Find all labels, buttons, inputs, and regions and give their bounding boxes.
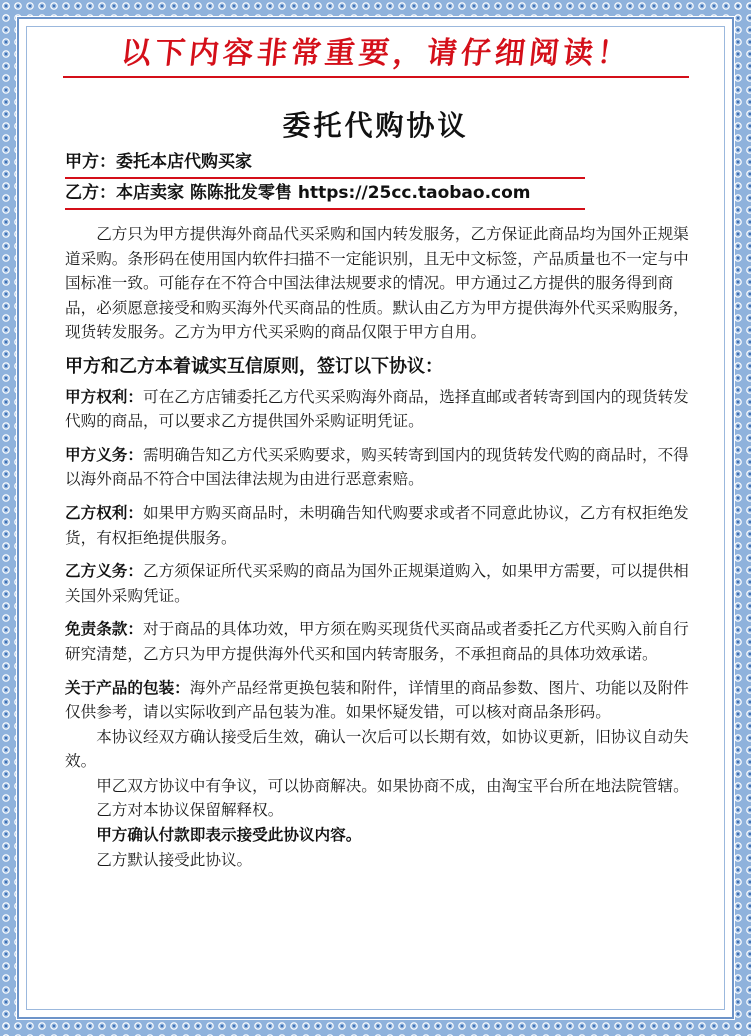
clause-text: 对于商品的具体功效，甲方须在购买现货代买商品或者委托乙方代买购入前自行研究清楚，乙方只为甲方提供海外代买和国内转寄服务，不承担商品的具体功效承诺。 <box>65 620 689 663</box>
closing-default-acceptance: 乙方默认接受此协议。 <box>96 850 253 869</box>
party-a-value: 委托本店代购买家 <box>116 152 252 172</box>
clause-text: 可在乙方店铺委托乙方代买采购海外商品，选择直邮或者转寄到国内的现货转发代购的商品，可以要求乙方提供国外采购证明凭证。 <box>65 387 689 431</box>
page-title: 委托代购协议 <box>282 109 469 142</box>
clause-label: 甲方义务： <box>65 445 143 464</box>
clause-party-a-rights <box>65 385 689 434</box>
agreement-body <box>65 222 689 872</box>
party-a-underline <box>65 177 585 179</box>
notice-banner: 以下内容非常重要，请仔细阅读！ <box>119 36 633 71</box>
clause-packaging <box>65 676 689 725</box>
party-a-line <box>65 149 252 177</box>
clause-label: 乙方权利： <box>65 503 143 522</box>
clause-label: 乙方义务： <box>65 562 143 581</box>
party-b-value: 本店卖家 陈陈批发零售 https://25cc.taobao.com <box>116 183 531 203</box>
clause-party-b-rights <box>65 501 689 550</box>
closing-interpretation: 乙方对本协议保留解释权。 <box>96 801 284 820</box>
clause-text: 海外产品经常更换包装和附件，详情里的商品参数、图片、功能以及附件仅供参考，请以实际收到产品包装为准。如果怀疑发错，可以核对商品条形码。 <box>65 678 689 722</box>
clause-party-a-duties <box>65 443 689 492</box>
clause-disclaimer <box>65 617 689 666</box>
party-b-label: 乙方： <box>65 183 116 203</box>
clause-label: 甲方权利： <box>65 387 143 406</box>
clause-text: 如果甲方购买商品时，未明确告知代购要求或者不同意此协议，乙方有权拒绝发货，有权拒绝提供服务。 <box>65 503 689 547</box>
intro-paragraph: 乙方只为甲方提供海外商品代买采购和国内转发服务，乙方保证此商品均为国外正规渠道采购。条形码在使用国内软件扫描不一定能识别，且无中文标签，产品质量也不一定与中国标准一致。可能存在不符合中国法律法规要求的情况。甲方通过乙方提供的服务得到商品，必须愿意接受和购买海外代买商品的性质。默认由乙方为甲方提供海外代买采购服务，现货转发服务。乙方为甲方代买采购的商品仅限于甲方自用。 <box>65 225 689 342</box>
clause-text: 需明确告知乙方代买采购要求，购买转寄到国内的现货转发代购的商品时，不得以海外商品不符合中国法律法规为由进行恶意索赔。 <box>65 445 689 489</box>
clause-party-b-duties <box>65 559 689 608</box>
clause-text: 乙方须保证所代买采购的商品为国外正规渠道购入，如果甲方需要，可以提供相关国外采购凭证。 <box>65 562 689 605</box>
party-b-line <box>65 180 531 208</box>
clause-label: 免责条款： <box>65 620 143 639</box>
clause-label: 关于产品的包装： <box>65 678 190 697</box>
banner-underline <box>63 76 689 78</box>
closing-effective: 本协议经双方确认接受后生效，确认一次后可以长期有效，如协议更新，旧协议自动失效。 <box>65 727 689 771</box>
party-a-label: 甲方： <box>65 152 116 172</box>
closing-payment-acceptance: 甲方确认付款即表示接受此协议内容。 <box>96 826 362 845</box>
principle-heading: 甲方和乙方本着诚实互信原则，签订以下协议： <box>65 355 443 377</box>
party-b-underline <box>65 208 585 210</box>
closing-dispute: 甲乙双方协议中有争议，可以协商解决。如果协商不成，由淘宝平台所在地法院管辖。 <box>96 776 689 795</box>
